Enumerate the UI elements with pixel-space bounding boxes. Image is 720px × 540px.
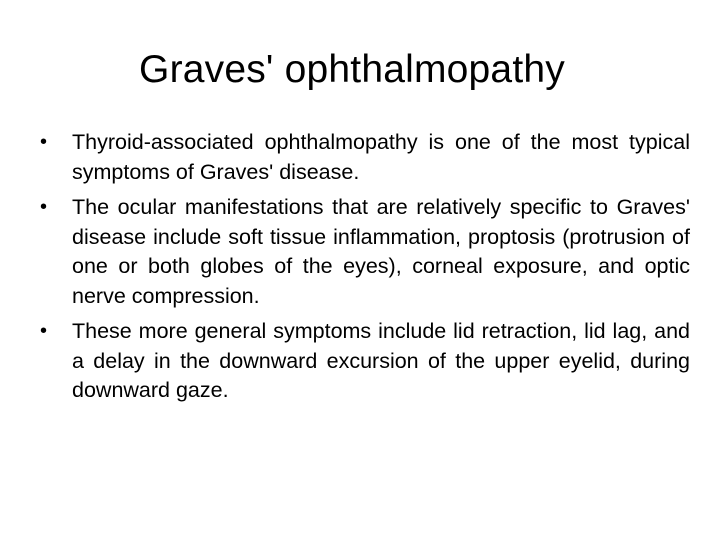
- bullet-item-3: [40, 317, 690, 406]
- slide-title: Graves' ophthalmopathy: [139, 48, 565, 91]
- bullet-marker: •: [40, 196, 48, 218]
- bullet-marker: •: [40, 131, 48, 153]
- bullet-item-2: [40, 193, 690, 311]
- bullet-item-1: [40, 128, 690, 187]
- bullet-list: [40, 128, 690, 412]
- bullet-marker: •: [40, 320, 48, 342]
- bullet-text: The ocular manifestations that are relatively specific to Graves' disease include soft tissue inflammation, proptosis (protrusion of one or both globes of the eyes), corneal exposure, and optic nerve compression.: [72, 195, 690, 308]
- bullet-text: Thyroid-associated ophthalmopathy is one of the most typical symptoms of Graves' disease.: [72, 130, 690, 184]
- bullet-text: These more general symptoms include lid retraction, lid lag, and a delay in the downward excursion of the upper eyelid, during downward gaze.: [72, 319, 690, 402]
